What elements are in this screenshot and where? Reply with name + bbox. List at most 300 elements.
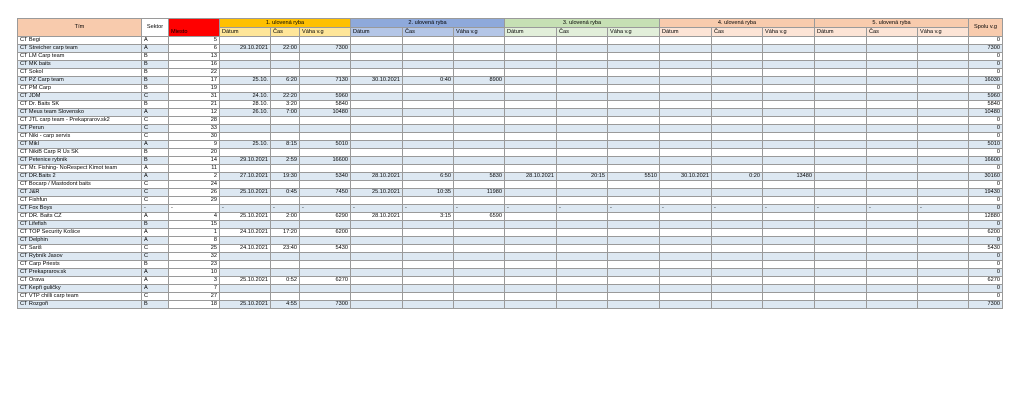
cell-date[interactable] — [660, 117, 712, 125]
cell-date[interactable] — [220, 269, 271, 277]
cell-time[interactable] — [557, 229, 608, 237]
cell-date[interactable] — [505, 141, 557, 149]
cell-time[interactable] — [557, 285, 608, 293]
cell-time[interactable] — [557, 269, 608, 277]
cell-sector[interactable]: - — [142, 205, 169, 213]
cell-time[interactable] — [557, 133, 608, 141]
cell-date[interactable] — [815, 85, 867, 93]
cell-date[interactable] — [660, 133, 712, 141]
cell-date[interactable] — [505, 117, 557, 125]
cell-date[interactable]: 25.10. — [220, 141, 271, 149]
cell-date[interactable] — [351, 245, 403, 253]
cell-weight[interactable] — [918, 149, 969, 157]
cell-weight[interactable] — [454, 197, 505, 205]
cell-weight[interactable] — [300, 125, 351, 133]
cell-date[interactable] — [351, 269, 403, 277]
cell-date[interactable] — [351, 221, 403, 229]
cell-weight[interactable] — [454, 101, 505, 109]
cell-time[interactable] — [557, 301, 608, 309]
cell-team[interactable]: CT Šariš — [18, 245, 142, 253]
cell-total[interactable]: 7300 — [969, 301, 1003, 309]
cell-total[interactable]: 12880 — [969, 213, 1003, 221]
cell-team[interactable]: CT Lifefish — [18, 221, 142, 229]
cell-total[interactable]: 0 — [969, 269, 1003, 277]
cell-weight[interactable] — [454, 165, 505, 173]
cell-team[interactable]: CT Dr. Baits SK — [18, 101, 142, 109]
cell-time[interactable] — [712, 85, 763, 93]
cell-time[interactable] — [403, 181, 454, 189]
cell-date[interactable] — [815, 117, 867, 125]
cell-time[interactable] — [403, 245, 454, 253]
cell-weight[interactable] — [763, 181, 815, 189]
cell-weight[interactable] — [454, 293, 505, 301]
cell-weight[interactable] — [300, 237, 351, 245]
cell-date[interactable] — [351, 157, 403, 165]
cell-weight[interactable]: - — [918, 205, 969, 213]
cell-sector[interactable]: A — [142, 277, 169, 285]
cell-date[interactable] — [815, 301, 867, 309]
cell-weight[interactable] — [300, 261, 351, 269]
cell-team[interactable]: CT JDM — [18, 93, 142, 101]
cell-team[interactable]: CT Meus team Slovensko — [18, 109, 142, 117]
cell-time[interactable] — [271, 61, 300, 69]
cell-time[interactable] — [712, 157, 763, 165]
cell-date[interactable] — [660, 101, 712, 109]
cell-total[interactable]: 30160 — [969, 173, 1003, 181]
cell-time[interactable] — [557, 109, 608, 117]
cell-weight[interactable] — [608, 301, 660, 309]
cell-place[interactable]: 1 — [169, 229, 220, 237]
cell-place[interactable]: - — [169, 205, 220, 213]
cell-date[interactable] — [815, 101, 867, 109]
cell-time[interactable] — [271, 133, 300, 141]
cell-weight[interactable] — [300, 53, 351, 61]
cell-weight[interactable] — [763, 261, 815, 269]
cell-team[interactable]: CT Fishfun — [18, 197, 142, 205]
cell-date[interactable] — [505, 181, 557, 189]
cell-time[interactable] — [557, 141, 608, 149]
cell-total[interactable]: 0 — [969, 117, 1003, 125]
cell-date[interactable] — [505, 101, 557, 109]
cell-time[interactable] — [867, 69, 918, 77]
cell-weight[interactable] — [608, 237, 660, 245]
cell-weight[interactable] — [454, 285, 505, 293]
cell-weight[interactable] — [608, 245, 660, 253]
cell-total[interactable]: 0 — [969, 165, 1003, 173]
cell-time[interactable] — [712, 229, 763, 237]
cell-weight[interactable] — [608, 293, 660, 301]
cell-total[interactable]: 5840 — [969, 101, 1003, 109]
cell-time[interactable] — [867, 293, 918, 301]
cell-weight[interactable]: 5830 — [454, 173, 505, 181]
cell-time[interactable] — [403, 221, 454, 229]
cell-team[interactable]: CT Orava — [18, 277, 142, 285]
cell-time[interactable] — [403, 253, 454, 261]
cell-weight[interactable] — [763, 101, 815, 109]
cell-time[interactable] — [403, 277, 454, 285]
cell-time[interactable] — [557, 77, 608, 85]
cell-time[interactable] — [557, 237, 608, 245]
cell-date[interactable] — [351, 165, 403, 173]
cell-time[interactable] — [712, 197, 763, 205]
cell-time[interactable] — [867, 133, 918, 141]
cell-weight[interactable] — [454, 253, 505, 261]
cell-time[interactable] — [712, 125, 763, 133]
cell-date[interactable] — [815, 237, 867, 245]
cell-time[interactable] — [867, 77, 918, 85]
cell-date[interactable] — [505, 61, 557, 69]
cell-total[interactable]: 0 — [969, 253, 1003, 261]
cell-date[interactable] — [815, 277, 867, 285]
cell-date[interactable]: 25.10.2021 — [220, 277, 271, 285]
cell-time[interactable] — [557, 245, 608, 253]
cell-date[interactable] — [220, 253, 271, 261]
cell-time[interactable] — [403, 229, 454, 237]
cell-weight[interactable] — [918, 77, 969, 85]
cell-time[interactable] — [867, 277, 918, 285]
cell-date[interactable] — [505, 197, 557, 205]
cell-time[interactable] — [403, 101, 454, 109]
cell-date[interactable]: - — [815, 205, 867, 213]
cell-time[interactable] — [867, 189, 918, 197]
cell-weight[interactable] — [918, 245, 969, 253]
cell-total[interactable]: 0 — [969, 221, 1003, 229]
cell-place[interactable]: 26 — [169, 189, 220, 197]
cell-team[interactable]: CT DR.Baits 2 — [18, 173, 142, 181]
cell-weight[interactable] — [608, 45, 660, 53]
cell-date[interactable] — [660, 77, 712, 85]
cell-weight[interactable]: 7300 — [300, 45, 351, 53]
cell-place[interactable]: 19 — [169, 85, 220, 93]
cell-place[interactable]: 32 — [169, 253, 220, 261]
cell-weight[interactable] — [763, 285, 815, 293]
cell-date[interactable]: 26.10. — [220, 109, 271, 117]
cell-date[interactable] — [220, 237, 271, 245]
cell-date[interactable]: 24.10. — [220, 93, 271, 101]
cell-date[interactable] — [505, 229, 557, 237]
cell-weight[interactable] — [454, 229, 505, 237]
cell-time[interactable] — [403, 45, 454, 53]
cell-date[interactable] — [505, 109, 557, 117]
cell-weight[interactable] — [918, 229, 969, 237]
cell-time[interactable]: 7:00 — [271, 109, 300, 117]
cell-date[interactable] — [660, 53, 712, 61]
cell-weight[interactable] — [763, 93, 815, 101]
cell-date[interactable] — [815, 181, 867, 189]
cell-weight[interactable] — [300, 181, 351, 189]
cell-date[interactable] — [660, 189, 712, 197]
cell-time[interactable]: 8:15 — [271, 141, 300, 149]
cell-team[interactable]: CT PM Carp — [18, 85, 142, 93]
cell-date[interactable] — [505, 37, 557, 45]
cell-place[interactable]: 21 — [169, 101, 220, 109]
cell-team[interactable]: CT LM Carp team — [18, 53, 142, 61]
cell-sector[interactable]: B — [142, 61, 169, 69]
cell-weight[interactable] — [918, 101, 969, 109]
cell-date[interactable] — [815, 133, 867, 141]
cell-date[interactable] — [351, 181, 403, 189]
cell-date[interactable] — [815, 221, 867, 229]
cell-sector[interactable]: C — [142, 189, 169, 197]
cell-time[interactable] — [557, 197, 608, 205]
cell-weight[interactable]: 7300 — [300, 301, 351, 309]
cell-sector[interactable]: C — [142, 133, 169, 141]
cell-date[interactable] — [220, 85, 271, 93]
cell-time[interactable] — [712, 213, 763, 221]
cell-sector[interactable]: B — [142, 157, 169, 165]
cell-time[interactable] — [867, 141, 918, 149]
cell-weight[interactable] — [608, 101, 660, 109]
cell-place[interactable]: 27 — [169, 293, 220, 301]
cell-total[interactable]: 0 — [969, 181, 1003, 189]
cell-place[interactable]: 24 — [169, 181, 220, 189]
cell-time[interactable] — [867, 181, 918, 189]
cell-weight[interactable] — [454, 69, 505, 77]
cell-time[interactable] — [271, 261, 300, 269]
cell-total[interactable]: 16600 — [969, 157, 1003, 165]
cell-date[interactable] — [505, 165, 557, 173]
cell-time[interactable] — [271, 197, 300, 205]
cell-weight[interactable] — [300, 37, 351, 45]
cell-weight[interactable] — [918, 117, 969, 125]
cell-date[interactable] — [351, 125, 403, 133]
cell-date[interactable] — [660, 253, 712, 261]
cell-time[interactable] — [557, 69, 608, 77]
cell-weight[interactable] — [608, 77, 660, 85]
cell-time[interactable]: 20:15 — [557, 173, 608, 181]
cell-date[interactable] — [660, 213, 712, 221]
cell-time[interactable]: 19:30 — [271, 173, 300, 181]
cell-date[interactable] — [660, 93, 712, 101]
cell-weight[interactable] — [300, 269, 351, 277]
cell-time[interactable]: 10:35 — [403, 189, 454, 197]
cell-time[interactable] — [867, 269, 918, 277]
cell-weight[interactable] — [454, 149, 505, 157]
cell-date[interactable] — [660, 277, 712, 285]
cell-time[interactable] — [557, 101, 608, 109]
cell-date[interactable]: 30.10.2021 — [660, 173, 712, 181]
cell-weight[interactable] — [608, 37, 660, 45]
cell-date[interactable] — [351, 93, 403, 101]
cell-date[interactable] — [660, 269, 712, 277]
cell-total[interactable]: 10480 — [969, 109, 1003, 117]
cell-weight[interactable] — [608, 93, 660, 101]
cell-total[interactable]: 19430 — [969, 189, 1003, 197]
cell-date[interactable] — [351, 301, 403, 309]
cell-date[interactable]: 30.10.2021 — [351, 77, 403, 85]
cell-time[interactable] — [557, 189, 608, 197]
cell-date[interactable] — [505, 133, 557, 141]
cell-date[interactable] — [815, 61, 867, 69]
cell-weight[interactable] — [454, 181, 505, 189]
cell-weight[interactable] — [300, 117, 351, 125]
cell-weight[interactable] — [918, 293, 969, 301]
cell-time[interactable] — [712, 53, 763, 61]
cell-weight[interactable] — [918, 37, 969, 45]
cell-date[interactable]: 24.10.2021 — [220, 229, 271, 237]
cell-total[interactable]: 0 — [969, 53, 1003, 61]
cell-time[interactable] — [712, 237, 763, 245]
cell-weight[interactable] — [763, 237, 815, 245]
cell-weight[interactable] — [608, 253, 660, 261]
cell-time[interactable] — [712, 189, 763, 197]
cell-weight[interactable] — [300, 69, 351, 77]
cell-weight[interactable] — [454, 117, 505, 125]
cell-place[interactable]: 2 — [169, 173, 220, 181]
cell-date[interactable] — [351, 277, 403, 285]
cell-time[interactable] — [867, 101, 918, 109]
cell-time[interactable] — [867, 301, 918, 309]
cell-time[interactable] — [867, 37, 918, 45]
cell-weight[interactable]: 8900 — [454, 77, 505, 85]
cell-team[interactable]: CT Mikl — [18, 141, 142, 149]
cell-weight[interactable] — [763, 109, 815, 117]
cell-total[interactable]: 0 — [969, 197, 1003, 205]
cell-date[interactable] — [351, 109, 403, 117]
cell-time[interactable] — [557, 53, 608, 61]
cell-time[interactable] — [557, 181, 608, 189]
cell-time[interactable] — [557, 61, 608, 69]
cell-time[interactable] — [557, 117, 608, 125]
cell-weight[interactable] — [918, 165, 969, 173]
cell-weight[interactable] — [300, 133, 351, 141]
cell-time[interactable] — [271, 165, 300, 173]
cell-date[interactable] — [220, 53, 271, 61]
cell-sector[interactable]: A — [142, 165, 169, 173]
cell-team[interactable]: CT NikiB Carp R Us SK — [18, 149, 142, 157]
cell-sector[interactable]: A — [142, 37, 169, 45]
cell-date[interactable]: - — [220, 205, 271, 213]
cell-weight[interactable] — [608, 149, 660, 157]
cell-time[interactable] — [867, 109, 918, 117]
cell-date[interactable] — [660, 165, 712, 173]
cell-team[interactable]: CT Carp Priests — [18, 261, 142, 269]
cell-team[interactable]: CT Delphin — [18, 237, 142, 245]
cell-time[interactable] — [403, 93, 454, 101]
cell-date[interactable] — [220, 165, 271, 173]
cell-weight[interactable]: 5960 — [300, 93, 351, 101]
cell-total[interactable]: 16030 — [969, 77, 1003, 85]
cell-time[interactable]: 3:15 — [403, 213, 454, 221]
cell-date[interactable] — [660, 197, 712, 205]
cell-date[interactable]: 25.10. — [220, 77, 271, 85]
cell-sector[interactable]: A — [142, 109, 169, 117]
cell-time[interactable] — [867, 221, 918, 229]
cell-weight[interactable] — [608, 229, 660, 237]
cell-weight[interactable] — [608, 189, 660, 197]
cell-weight[interactable] — [608, 53, 660, 61]
cell-time[interactable]: 17:20 — [271, 229, 300, 237]
cell-team[interactable]: CT DR. Baits CZ — [18, 213, 142, 221]
cell-date[interactable] — [505, 125, 557, 133]
cell-time[interactable] — [403, 293, 454, 301]
cell-weight[interactable] — [763, 77, 815, 85]
cell-total[interactable]: 5430 — [969, 245, 1003, 253]
cell-time[interactable] — [403, 157, 454, 165]
cell-weight[interactable] — [300, 165, 351, 173]
cell-date[interactable] — [815, 189, 867, 197]
cell-weight[interactable] — [608, 277, 660, 285]
cell-date[interactable] — [660, 229, 712, 237]
cell-date[interactable] — [815, 261, 867, 269]
cell-date[interactable] — [815, 253, 867, 261]
cell-date[interactable] — [505, 157, 557, 165]
cell-weight[interactable] — [300, 293, 351, 301]
cell-time[interactable] — [867, 229, 918, 237]
cell-sector[interactable]: B — [142, 85, 169, 93]
cell-date[interactable] — [351, 53, 403, 61]
cell-sector[interactable]: C — [142, 245, 169, 253]
cell-weight[interactable] — [763, 125, 815, 133]
cell-sector[interactable]: A — [142, 237, 169, 245]
cell-date[interactable] — [351, 285, 403, 293]
cell-date[interactable] — [660, 61, 712, 69]
cell-sector[interactable]: C — [142, 125, 169, 133]
cell-sector[interactable]: A — [142, 229, 169, 237]
cell-team[interactable]: CT Niki - carp servis — [18, 133, 142, 141]
cell-team[interactable]: CT Kepři guličky — [18, 285, 142, 293]
cell-time[interactable]: 3:20 — [271, 101, 300, 109]
cell-date[interactable] — [815, 245, 867, 253]
cell-time[interactable] — [271, 149, 300, 157]
cell-date[interactable] — [351, 117, 403, 125]
cell-time[interactable] — [557, 293, 608, 301]
cell-date[interactable] — [660, 301, 712, 309]
cell-total[interactable]: 0 — [969, 261, 1003, 269]
cell-time[interactable] — [867, 149, 918, 157]
cell-weight[interactable] — [918, 269, 969, 277]
cell-time[interactable] — [403, 285, 454, 293]
cell-place[interactable]: 15 — [169, 221, 220, 229]
cell-weight[interactable]: 5340 — [300, 173, 351, 181]
cell-date[interactable] — [351, 229, 403, 237]
cell-place[interactable]: 5 — [169, 37, 220, 45]
cell-time[interactable] — [867, 157, 918, 165]
cell-time[interactable] — [271, 237, 300, 245]
cell-weight[interactable] — [763, 61, 815, 69]
cell-weight[interactable] — [918, 173, 969, 181]
cell-date[interactable] — [351, 197, 403, 205]
cell-weight[interactable] — [608, 69, 660, 77]
cell-weight[interactable] — [918, 221, 969, 229]
cell-date[interactable] — [660, 37, 712, 45]
cell-time[interactable] — [712, 109, 763, 117]
cell-time[interactable] — [712, 93, 763, 101]
cell-date[interactable] — [505, 245, 557, 253]
cell-time[interactable] — [867, 85, 918, 93]
cell-date[interactable] — [815, 165, 867, 173]
cell-weight[interactable] — [608, 109, 660, 117]
cell-place[interactable]: 23 — [169, 261, 220, 269]
cell-time[interactable] — [712, 269, 763, 277]
cell-date[interactable] — [351, 69, 403, 77]
cell-time[interactable] — [712, 221, 763, 229]
cell-weight[interactable]: 6590 — [454, 213, 505, 221]
cell-date[interactable] — [220, 293, 271, 301]
cell-time[interactable] — [557, 277, 608, 285]
cell-place[interactable]: 10 — [169, 269, 220, 277]
cell-weight[interactable] — [763, 165, 815, 173]
cell-team[interactable]: CT Mr. Fishing- NoRespect Kimot team — [18, 165, 142, 173]
cell-total[interactable]: 0 — [969, 285, 1003, 293]
cell-sector[interactable]: C — [142, 117, 169, 125]
cell-weight[interactable] — [918, 181, 969, 189]
cell-date[interactable]: 25.10.2021 — [220, 213, 271, 221]
cell-total[interactable]: 0 — [969, 293, 1003, 301]
cell-weight[interactable] — [454, 53, 505, 61]
cell-time[interactable]: - — [557, 205, 608, 213]
cell-team[interactable]: CT Bocarp / Mastodont baits — [18, 181, 142, 189]
